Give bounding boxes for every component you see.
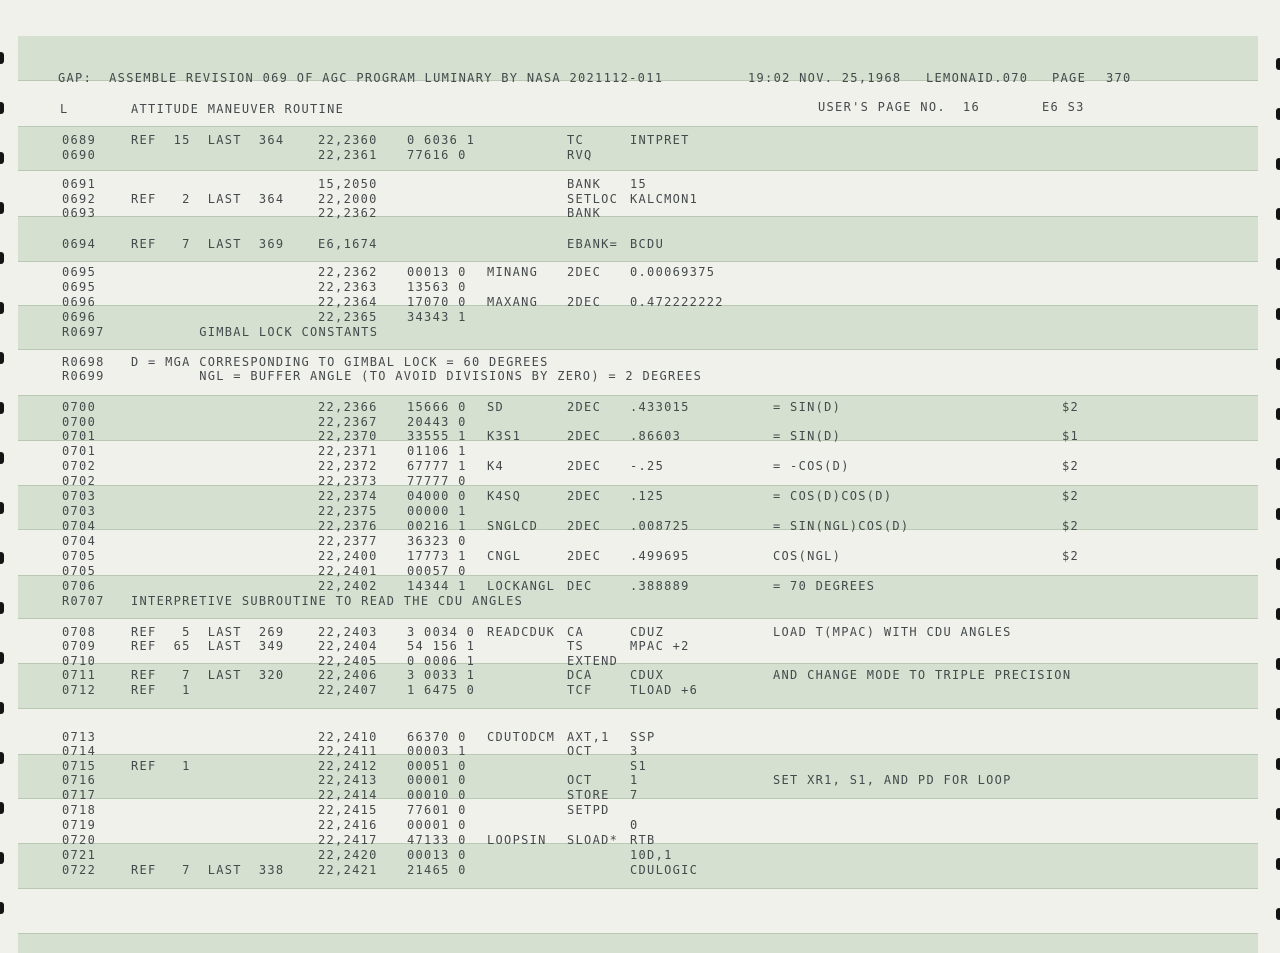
feed-hole — [0, 552, 4, 564]
line-oct: 14344 1 — [407, 579, 467, 593]
line-seq: 0717 — [62, 788, 97, 802]
line-op: DEC — [567, 579, 593, 593]
band-rule — [18, 663, 1258, 664]
line-addr: 22,2377 — [318, 534, 378, 548]
line-oct: 13563 0 — [407, 280, 467, 294]
line-op: 2DEC — [567, 295, 602, 309]
line-ref: REF 1 — [131, 683, 191, 697]
line-oct: 00003 1 — [407, 744, 467, 758]
line-operand: 0.00069375 — [630, 265, 716, 279]
feed-hole — [1276, 758, 1280, 770]
line-seq: 0700 — [62, 400, 97, 414]
line-ref: REF 2 LAST 364 — [131, 192, 285, 206]
band-rule — [18, 933, 1258, 934]
line-addr: 22,2413 — [318, 773, 378, 787]
line-seq: 0695 — [62, 265, 97, 279]
line-label: SNGLCD — [487, 519, 539, 533]
line-operand: 0.472222222 — [630, 295, 724, 309]
line-text: D = MGA CORRESPONDING TO GIMBAL LOCK = 60 DEGREES — [131, 355, 549, 369]
line-oct: 77777 0 — [407, 474, 467, 488]
line-text: INTERPRETIVE SUBROUTINE TO READ THE CDU ANGLES — [131, 594, 524, 608]
line-addr: 22,2367 — [318, 415, 378, 429]
line-addr: 22,2420 — [318, 848, 378, 862]
line-oct: 3 0034 0 — [407, 625, 476, 639]
line-addr: 22,2405 — [318, 654, 378, 668]
line-oct: 20443 0 — [407, 415, 467, 429]
feed-hole — [1276, 258, 1280, 270]
line-label: MAXANG — [487, 295, 539, 309]
line-operand: 10D,1 — [630, 848, 673, 862]
line-operand: .125 — [630, 489, 665, 503]
line-seq: 0711 — [62, 668, 97, 682]
line-oct: 36323 0 — [407, 534, 467, 548]
line-ref: REF 15 LAST 364 — [131, 133, 285, 147]
feed-hole — [0, 802, 4, 814]
listing-page-label: PAGE — [1052, 71, 1087, 85]
line-addr: 22,2410 — [318, 730, 378, 744]
line-op: 2DEC — [567, 519, 602, 533]
line-op: 2DEC — [567, 459, 602, 473]
line-label: K4SQ — [487, 489, 522, 503]
listing-job-name: LEMONAID.070 — [926, 71, 1029, 85]
line-addr: 22,2415 — [318, 803, 378, 817]
line-mark: $2 — [1062, 400, 1080, 414]
line-op: TC — [567, 133, 585, 147]
line-seq: 0716 — [62, 773, 97, 787]
log-letter: L — [60, 102, 69, 116]
feed-hole — [0, 352, 4, 364]
line-operand: TLOAD +6 — [630, 683, 699, 697]
line-op: STORE — [567, 788, 610, 802]
feed-hole — [1276, 608, 1280, 620]
line-addr: 22,2360 — [318, 133, 378, 147]
line-oct: 0 6036 1 — [407, 133, 476, 147]
line-op: BANK — [567, 177, 602, 191]
feed-hole — [0, 252, 4, 264]
feed-hole — [1276, 858, 1280, 870]
line-seq: 0720 — [62, 833, 97, 847]
line-addr: 22,2370 — [318, 429, 378, 443]
line-seq: 0696 — [62, 295, 97, 309]
line-addr: 22,2366 — [318, 400, 378, 414]
line-operand: -.25 — [630, 459, 665, 473]
line-seq: 0700 — [62, 415, 97, 429]
line-oct: 00010 0 — [407, 788, 467, 802]
line-operand: .008725 — [630, 519, 690, 533]
line-comment: = COS(D)COS(D) — [773, 489, 893, 503]
line-addr: 15,2050 — [318, 177, 378, 191]
line-op: OCT — [567, 744, 593, 758]
line-operand: MPAC +2 — [630, 639, 690, 653]
line-oct: 01106 1 — [407, 444, 467, 458]
line-operand: CDUZ — [630, 625, 665, 639]
line-addr: 22,2362 — [318, 206, 378, 220]
line-oct: 00051 0 — [407, 759, 467, 773]
line-addr: 22,2371 — [318, 444, 378, 458]
line-oct: 00013 0 — [407, 265, 467, 279]
band-rule — [18, 349, 1258, 350]
line-addr: 22,2406 — [318, 668, 378, 682]
line-comment: = 70 DEGREES — [773, 579, 876, 593]
line-addr: 22,2373 — [318, 474, 378, 488]
line-seq: 0713 — [62, 730, 97, 744]
line-op: EBANK= — [567, 237, 619, 251]
line-operand: .433015 — [630, 400, 690, 414]
users-page-number: USER'S PAGE NO. 16 — [818, 100, 980, 114]
feed-hole — [1276, 208, 1280, 220]
line-seq: 0693 — [62, 206, 97, 220]
line-addr: 22,2404 — [318, 639, 378, 653]
line-addr: 22,2414 — [318, 788, 378, 802]
line-comment: = SIN(D) — [773, 400, 842, 414]
line-operand: CDULOGIC — [630, 863, 699, 877]
line-addr: 22,2361 — [318, 148, 378, 162]
listing-timestamp: 19:02 NOV. 25,1968 — [748, 71, 902, 85]
line-op: 2DEC — [567, 265, 602, 279]
line-mark: $2 — [1062, 489, 1080, 503]
line-addr: 22,2376 — [318, 519, 378, 533]
line-mark: $2 — [1062, 519, 1080, 533]
line-addr: 22,2402 — [318, 579, 378, 593]
line-addr: E6,1674 — [318, 237, 378, 251]
feed-hole — [1276, 358, 1280, 370]
feed-hole — [0, 602, 4, 614]
line-seq: 0701 — [62, 429, 97, 443]
line-comment: = SIN(D) — [773, 429, 842, 443]
line-oct: 00057 0 — [407, 564, 467, 578]
line-seq: 0702 — [62, 459, 97, 473]
line-op: RVQ — [567, 148, 593, 162]
line-operand: .86603 — [630, 429, 682, 443]
line-text: NGL = BUFFER ANGLE (TO AVOID DIVISIONS BY ZERO) = 2 DEGREES — [131, 369, 703, 383]
listing-page-number: 370 — [1106, 71, 1132, 85]
line-addr: 22,2412 — [318, 759, 378, 773]
line-seq: 0703 — [62, 489, 97, 503]
band-rule — [18, 485, 1258, 486]
line-seq: 0708 — [62, 625, 97, 639]
feed-hole — [1276, 508, 1280, 520]
feed-hole — [0, 502, 4, 514]
line-op: TCF — [567, 683, 593, 697]
line-operand: 7 — [630, 788, 639, 802]
line-addr: 22,2401 — [318, 564, 378, 578]
line-addr: 22,2374 — [318, 489, 378, 503]
feed-hole — [0, 652, 4, 664]
line-label: K4 — [487, 459, 505, 473]
line-ref: REF 7 LAST 320 — [131, 668, 285, 682]
line-oct: 15666 0 — [407, 400, 467, 414]
line-oct: 00000 1 — [407, 504, 467, 518]
line-oct: 77616 0 — [407, 148, 467, 162]
line-addr: 22,2362 — [318, 265, 378, 279]
line-label: LOCKANGL — [487, 579, 556, 593]
line-label: READCDUK — [487, 625, 556, 639]
line-seq: 0701 — [62, 444, 97, 458]
band-rule — [18, 170, 1258, 171]
line-seq: 0715 — [62, 759, 97, 773]
line-addr: 22,2375 — [318, 504, 378, 518]
line-seq: R0697 — [62, 325, 105, 339]
line-seq: 0691 — [62, 177, 97, 191]
line-addr: 22,2421 — [318, 863, 378, 877]
feed-hole — [0, 202, 4, 214]
line-operand: S1 — [630, 759, 648, 773]
line-label: SD — [487, 400, 505, 414]
feed-hole — [0, 102, 4, 114]
line-oct: 17070 0 — [407, 295, 467, 309]
feed-hole — [0, 452, 4, 464]
line-oct: 00001 0 — [407, 773, 467, 787]
line-oct: 00013 0 — [407, 848, 467, 862]
line-seq: 0704 — [62, 534, 97, 548]
line-operand: INTPRET — [630, 133, 690, 147]
line-oct: 00001 0 — [407, 818, 467, 832]
line-op: 2DEC — [567, 429, 602, 443]
line-op: TS — [567, 639, 585, 653]
line-seq: R0698 — [62, 355, 105, 369]
line-comment: = -COS(D) — [773, 459, 850, 473]
line-op: CA — [567, 625, 585, 639]
band-rule — [18, 395, 1258, 396]
line-operand: CDUX — [630, 668, 665, 682]
band-rule — [18, 261, 1258, 262]
line-oct: 54 156 1 — [407, 639, 476, 653]
feed-hole — [1276, 308, 1280, 320]
line-seq: 0695 — [62, 280, 97, 294]
line-op: SETPD — [567, 803, 610, 817]
greenbar-band — [18, 933, 1258, 953]
line-op: 2DEC — [567, 400, 602, 414]
line-seq: 0714 — [62, 744, 97, 758]
line-op: SETLOC — [567, 192, 619, 206]
line-operand: 3 — [630, 744, 639, 758]
line-addr: 22,2000 — [318, 192, 378, 206]
line-seq: 0719 — [62, 818, 97, 832]
line-seq: 0705 — [62, 564, 97, 578]
line-ref: REF 7 LAST 338 — [131, 863, 285, 877]
line-seq: 0690 — [62, 148, 97, 162]
line-label: K3S1 — [487, 429, 522, 443]
line-label: MINANG — [487, 265, 539, 279]
line-addr: 22,2364 — [318, 295, 378, 309]
line-op: DCA — [567, 668, 593, 682]
line-operand: BCDU — [630, 237, 665, 251]
feed-hole — [1276, 58, 1280, 70]
feed-hole — [0, 302, 4, 314]
line-text: GIMBAL LOCK CONSTANTS — [131, 325, 379, 339]
line-ref: REF 7 LAST 369 — [131, 237, 285, 251]
line-oct: 33555 1 — [407, 429, 467, 443]
feed-hole — [0, 702, 4, 714]
line-seq: 0702 — [62, 474, 97, 488]
line-label: CDUTODCM — [487, 730, 556, 744]
line-label: CNGL — [487, 549, 522, 563]
feed-hole — [0, 902, 4, 914]
feed-hole — [1276, 558, 1280, 570]
feed-hole — [0, 152, 4, 164]
line-seq: 0709 — [62, 639, 97, 653]
line-comment: SET XR1, S1, AND PD FOR LOOP — [773, 773, 1012, 787]
band-rule — [18, 216, 1258, 217]
line-comment: = SIN(NGL)COS(D) — [773, 519, 910, 533]
line-mark: $2 — [1062, 459, 1080, 473]
feed-hole — [0, 752, 4, 764]
line-op: SLOAD* — [567, 833, 619, 847]
line-oct: 1 6475 0 — [407, 683, 476, 697]
line-seq: 0712 — [62, 683, 97, 697]
line-seq: 0705 — [62, 549, 97, 563]
line-addr: 22,2417 — [318, 833, 378, 847]
page-code: E6 S3 — [1042, 100, 1085, 114]
line-op: AXT,1 — [567, 730, 610, 744]
line-operand: .388889 — [630, 579, 690, 593]
line-seq: 0721 — [62, 848, 97, 862]
line-oct: 47133 0 — [407, 833, 467, 847]
feed-hole — [0, 402, 4, 414]
line-op: BANK — [567, 206, 602, 220]
line-ref: REF 65 LAST 349 — [131, 639, 285, 653]
line-comment: LOAD T(MPAC) WITH CDU ANGLES — [773, 625, 1012, 639]
line-addr: 22,2411 — [318, 744, 378, 758]
feed-hole — [1276, 808, 1280, 820]
feed-hole — [1276, 408, 1280, 420]
line-addr: 22,2363 — [318, 280, 378, 294]
line-oct: 0 0006 1 — [407, 654, 476, 668]
line-oct: 21465 0 — [407, 863, 467, 877]
line-op: 2DEC — [567, 489, 602, 503]
feed-hole — [0, 52, 4, 64]
line-operand: .499695 — [630, 549, 690, 563]
line-label: LOOPSIN — [487, 833, 547, 847]
line-oct: 04000 0 — [407, 489, 467, 503]
line-addr: 22,2407 — [318, 683, 378, 697]
line-comment: COS(NGL) — [773, 549, 842, 563]
line-operand: RTB — [630, 833, 656, 847]
band-rule — [18, 126, 1258, 127]
line-comment: AND CHANGE MODE TO TRIPLE PRECISION — [773, 668, 1072, 682]
feed-hole — [1276, 908, 1280, 920]
line-mark: $2 — [1062, 549, 1080, 563]
line-seq: 0703 — [62, 504, 97, 518]
line-oct: 67777 1 — [407, 459, 467, 473]
line-op: OCT — [567, 773, 593, 787]
line-op: EXTEND — [567, 654, 619, 668]
section-title: ATTITUDE MANEUVER ROUTINE — [131, 102, 345, 116]
feed-hole — [1276, 458, 1280, 470]
feed-hole — [1276, 658, 1280, 670]
line-oct: 3 0033 1 — [407, 668, 476, 682]
feed-hole — [0, 852, 4, 864]
line-seq: 0694 — [62, 237, 97, 251]
line-ref: REF 1 — [131, 759, 191, 773]
line-addr: 22,2403 — [318, 625, 378, 639]
band-rule — [18, 618, 1258, 619]
line-addr: 22,2365 — [318, 310, 378, 324]
line-seq: R0707 — [62, 594, 105, 608]
line-addr: 22,2400 — [318, 549, 378, 563]
line-mark: $1 — [1062, 429, 1080, 443]
feed-hole — [1276, 708, 1280, 720]
line-oct: 17773 1 — [407, 549, 467, 563]
line-oct: 34343 1 — [407, 310, 467, 324]
line-oct: 00216 1 — [407, 519, 467, 533]
line-ref: REF 5 LAST 269 — [131, 625, 285, 639]
listing-header-title: GAP: ASSEMBLE REVISION 069 OF AGC PROGRAM LUMINARY BY NASA 2021112-011 — [58, 71, 664, 85]
line-operand: 0 — [630, 818, 639, 832]
line-oct: 77601 0 — [407, 803, 467, 817]
line-seq: 0722 — [62, 863, 97, 877]
feed-hole — [1276, 158, 1280, 170]
line-operand: 1 — [630, 773, 639, 787]
line-operand: KALCMON1 — [630, 192, 699, 206]
line-seq: 0706 — [62, 579, 97, 593]
line-oct: 66370 0 — [407, 730, 467, 744]
feed-hole — [1276, 108, 1280, 120]
line-addr: 22,2416 — [318, 818, 378, 832]
line-seq: R0699 — [62, 369, 105, 383]
band-rule — [18, 708, 1258, 709]
line-seq: 0718 — [62, 803, 97, 817]
line-seq: 0689 — [62, 133, 97, 147]
band-rule — [18, 888, 1258, 889]
line-seq: 0704 — [62, 519, 97, 533]
line-seq: 0710 — [62, 654, 97, 668]
line-operand: 15 — [630, 177, 648, 191]
band-rule — [18, 575, 1258, 576]
line-addr: 22,2372 — [318, 459, 378, 473]
line-seq: 0696 — [62, 310, 97, 324]
line-operand: SSP — [630, 730, 656, 744]
line-op: 2DEC — [567, 549, 602, 563]
line-seq: 0692 — [62, 192, 97, 206]
